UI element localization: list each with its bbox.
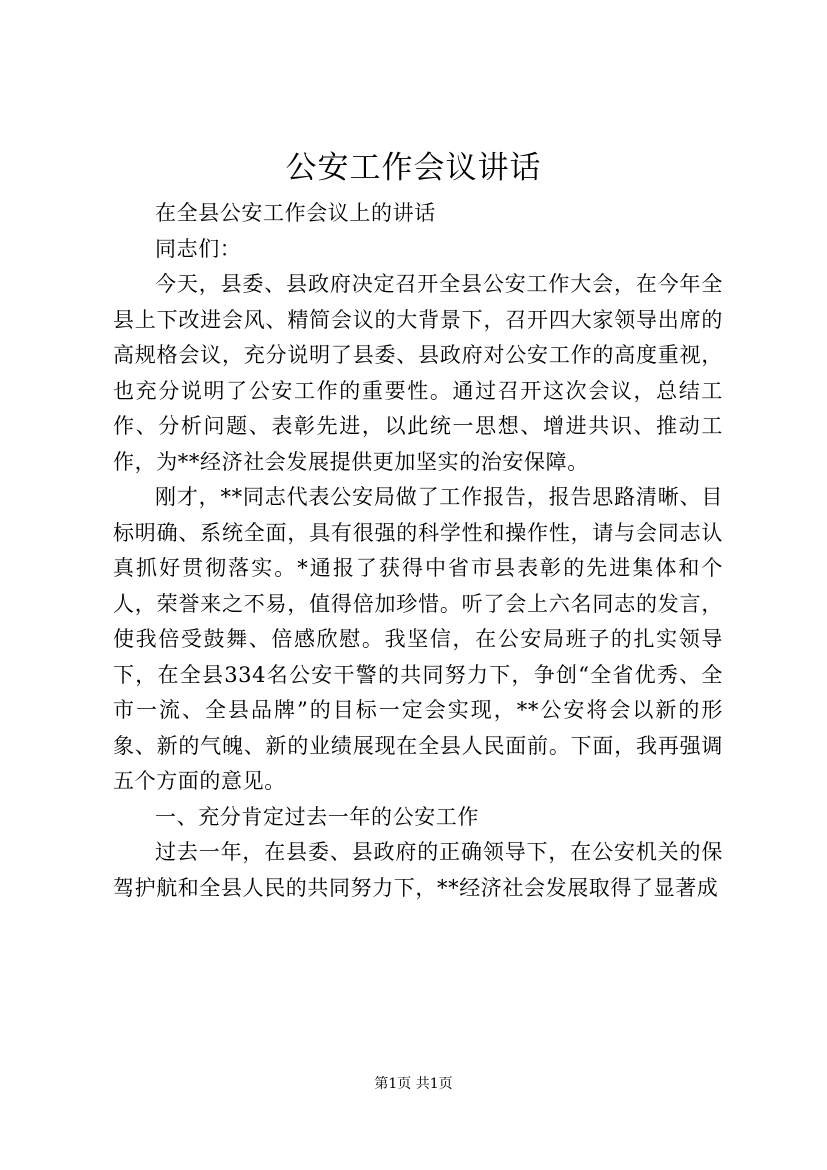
- salutation-paragraph: 同志们：: [155, 236, 242, 261]
- body-paragraph: 刚才，**同志代表公安局做了工作报告，报告思路清晰、目标明确、系统全面，具有很强的科学性和操作性，请与会同志认真抓好贯彻落实。*通报了获得中省市县表彰的先进集体和个人，荣誉来之不易，值得倍加珍惜。听了会上六名同志的发言，使我倍受鼓舞、倍感欣慰。我坚信，在公安局班子的扎实领导下，在全县334名公安干警的共同努力下，争创“全省优秀、全市一流、全县品牌”的目标一定会实现，**公安将会以新的形象、新的气魄、新的业绩展现在全县人民面前。下面，我再强调五个方面的意见。: [113, 485, 723, 793]
- document-title: 公安工作会议讲话: [285, 150, 542, 186]
- subtitle-paragraph: 在全县公安工作会议上的讲话: [155, 201, 436, 225]
- page-footer: 第1页 共1页: [374, 1076, 453, 1092]
- body-paragraph: 过去一年，在县委、县政府的正确领导下，在公安机关的保驾护航和全县人民的共同努力下，**经济社会发展取得了显著成: [113, 840, 723, 900]
- body-paragraph: 今天，县委、县政府决定召开全县公安工作大会，在今年全县上下改进会风、精简会议的大背景下，召开四大家领导出席的高规格会议，充分说明了县委、县政府对公安工作的高度重视，也充分说明了公安工作的重要性。通过召开这次会议，总结工作、分析问题、表彰先进，以此统一思想、增进共识、推动工作，为**经济社会发展提供更加坚实的治安保障。: [113, 272, 723, 474]
- document-body: [113, 196, 723, 906]
- section-heading: 一、充分肯定过去一年的公安工作: [155, 804, 479, 829]
